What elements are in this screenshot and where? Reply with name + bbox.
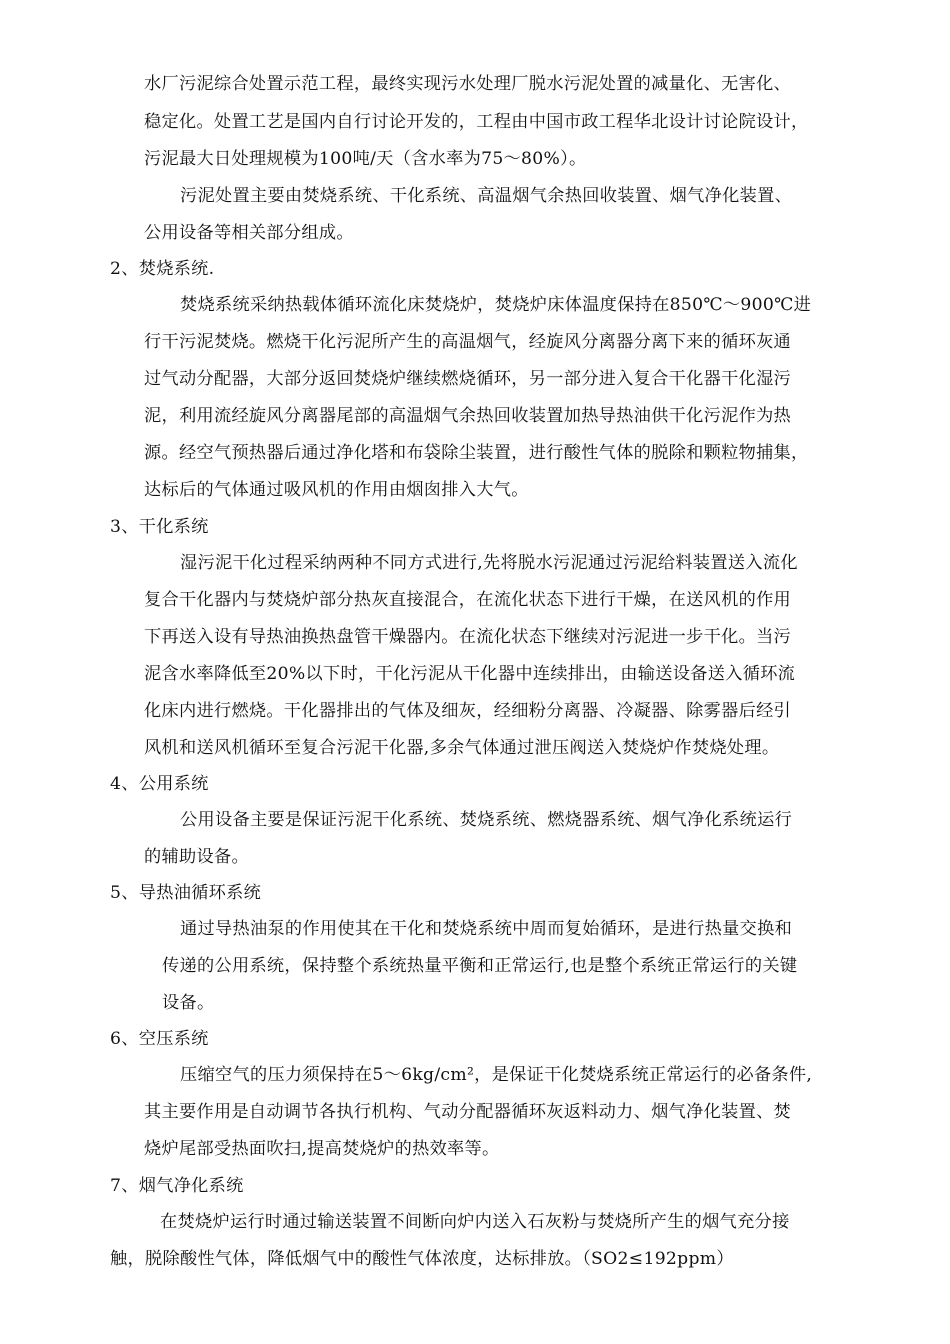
section-drying-line-2: 复合干化器内与焚烧炉部分热灰直接混合，在流化状态下进行干燥，在送风机的作用 <box>144 590 792 610</box>
section-heading-utility: 4、公用系统 <box>110 774 209 794</box>
section-incineration-line-2: 行干污泥焚烧。燃烧干化污泥所产生的高温烟气，经旋风分离器分离下来的循环灰通 <box>144 332 792 352</box>
section-drying-line-6: 风机和送风机循环至复合污泥干化器,多余气体通过泄压阀送入焚烧炉作焚烧处理。 <box>144 738 780 758</box>
section-incineration-line-6: 达标后的气体通过吸风机的作用由烟囱排入大气。 <box>144 480 529 500</box>
intro-line-3: 污泥最大日处理规模为100吨/天（含水率为75～80%）。 <box>144 149 587 169</box>
section-heading-incineration: 2、焚烧系统. <box>110 259 215 279</box>
section-drying-line-3: 下再送入设有导热油换热盘管干燥器内。在流化状态下继续对污泥进一步干化。当污 <box>144 627 792 647</box>
section-flue-gas-line-2: 触，脱除酸性气体，降低烟气中的酸性气体浓度，达标排放。（SO2≤192ppm） <box>110 1249 734 1269</box>
section-utility-line-2: 的辅助设备。 <box>144 847 249 867</box>
intro-line-2: 稳定化。处置工艺是国内自行讨论开发的，工程由中国市政工程华北设计讨论院设计， <box>144 112 809 132</box>
section-utility-line-1: 公用设备主要是保证污泥干化系统、焚烧系统、燃烧器系统、烟气净化系统运行 <box>180 810 793 830</box>
section-flue-gas-line-1: 在焚烧炉运行时通过输送装置不间断向炉内送入石灰粉与焚烧所产生的烟气充分接 <box>160 1212 790 1232</box>
section-compressed-air-line-3: 烧炉尾部受热面吹扫,提高焚烧炉的热效率等。 <box>144 1139 500 1159</box>
section-incineration-line-1: 焚烧系统采纳热载体循环流化床焚烧炉，焚烧炉床体温度保持在850℃～900℃进 <box>180 295 812 315</box>
section-incineration-line-5: 源。经空气预热器后通过净化塔和布袋除尘装置，进行酸性气体的脱除和颗粒物捕集， <box>144 443 809 463</box>
composition-line-1: 污泥处置主要由焚烧系统、干化系统、高温烟气余热回收装置、烟气净化装置、 <box>180 186 793 206</box>
section-heading-flue-gas: 7、烟气净化系统 <box>110 1176 244 1196</box>
section-heading-thermal-oil: 5、导热油循环系统 <box>110 883 262 903</box>
section-heading-compressed-air: 6、空压系统 <box>110 1029 209 1049</box>
section-drying-line-5: 化床内进行燃烧。干化器排出的气体及细灰，经细粉分离器、冷凝器、除雾器后经引 <box>144 701 792 721</box>
section-compressed-air-line-1: 压缩空气的压力须保持在5～6kg/cm²，是保证干化焚烧系统正常运行的必备条件, <box>180 1065 813 1085</box>
section-incineration-line-4: 泥，利用流经旋风分离器尾部的高温烟气余热回收装置加热导热油供干化污泥作为热 <box>144 406 792 426</box>
section-thermal-oil-line-2: 传递的公用系统，保持整个系统热量平衡和正常运行,也是整个系统正常运行的关键 <box>162 956 798 976</box>
section-drying-line-4: 泥含水率降低至20%以下时，干化污泥从干化器中连续排出，由输送设备送入循环流 <box>144 664 796 684</box>
section-compressed-air-line-2: 其主要作用是自动调节各执行机构、气动分配器循环灰返料动力、烟气净化装置、焚 <box>144 1102 792 1122</box>
composition-line-2: 公用设备等相关部分组成。 <box>144 223 354 243</box>
section-thermal-oil-line-1: 通过导热油泵的作用使其在干化和焚烧系统中周而复始循环，是进行热量交换和 <box>180 919 793 939</box>
section-heading-drying: 3、干化系统 <box>110 517 209 537</box>
section-incineration-line-3: 过气动分配器，大部分返回焚烧炉继续燃烧循环，另一部分进入复合干化器干化湿污 <box>144 369 792 389</box>
intro-line-1: 水厂污泥综合处置示范工程，最终实现污水处理厂脱水污泥处置的减量化、无害化、 <box>144 74 792 94</box>
section-drying-line-1: 湿污泥干化过程采纳两种不同方式进行,先将脱水污泥通过污泥给料装置送入流化 <box>180 553 798 573</box>
section-thermal-oil-line-3: 设备。 <box>162 993 215 1013</box>
